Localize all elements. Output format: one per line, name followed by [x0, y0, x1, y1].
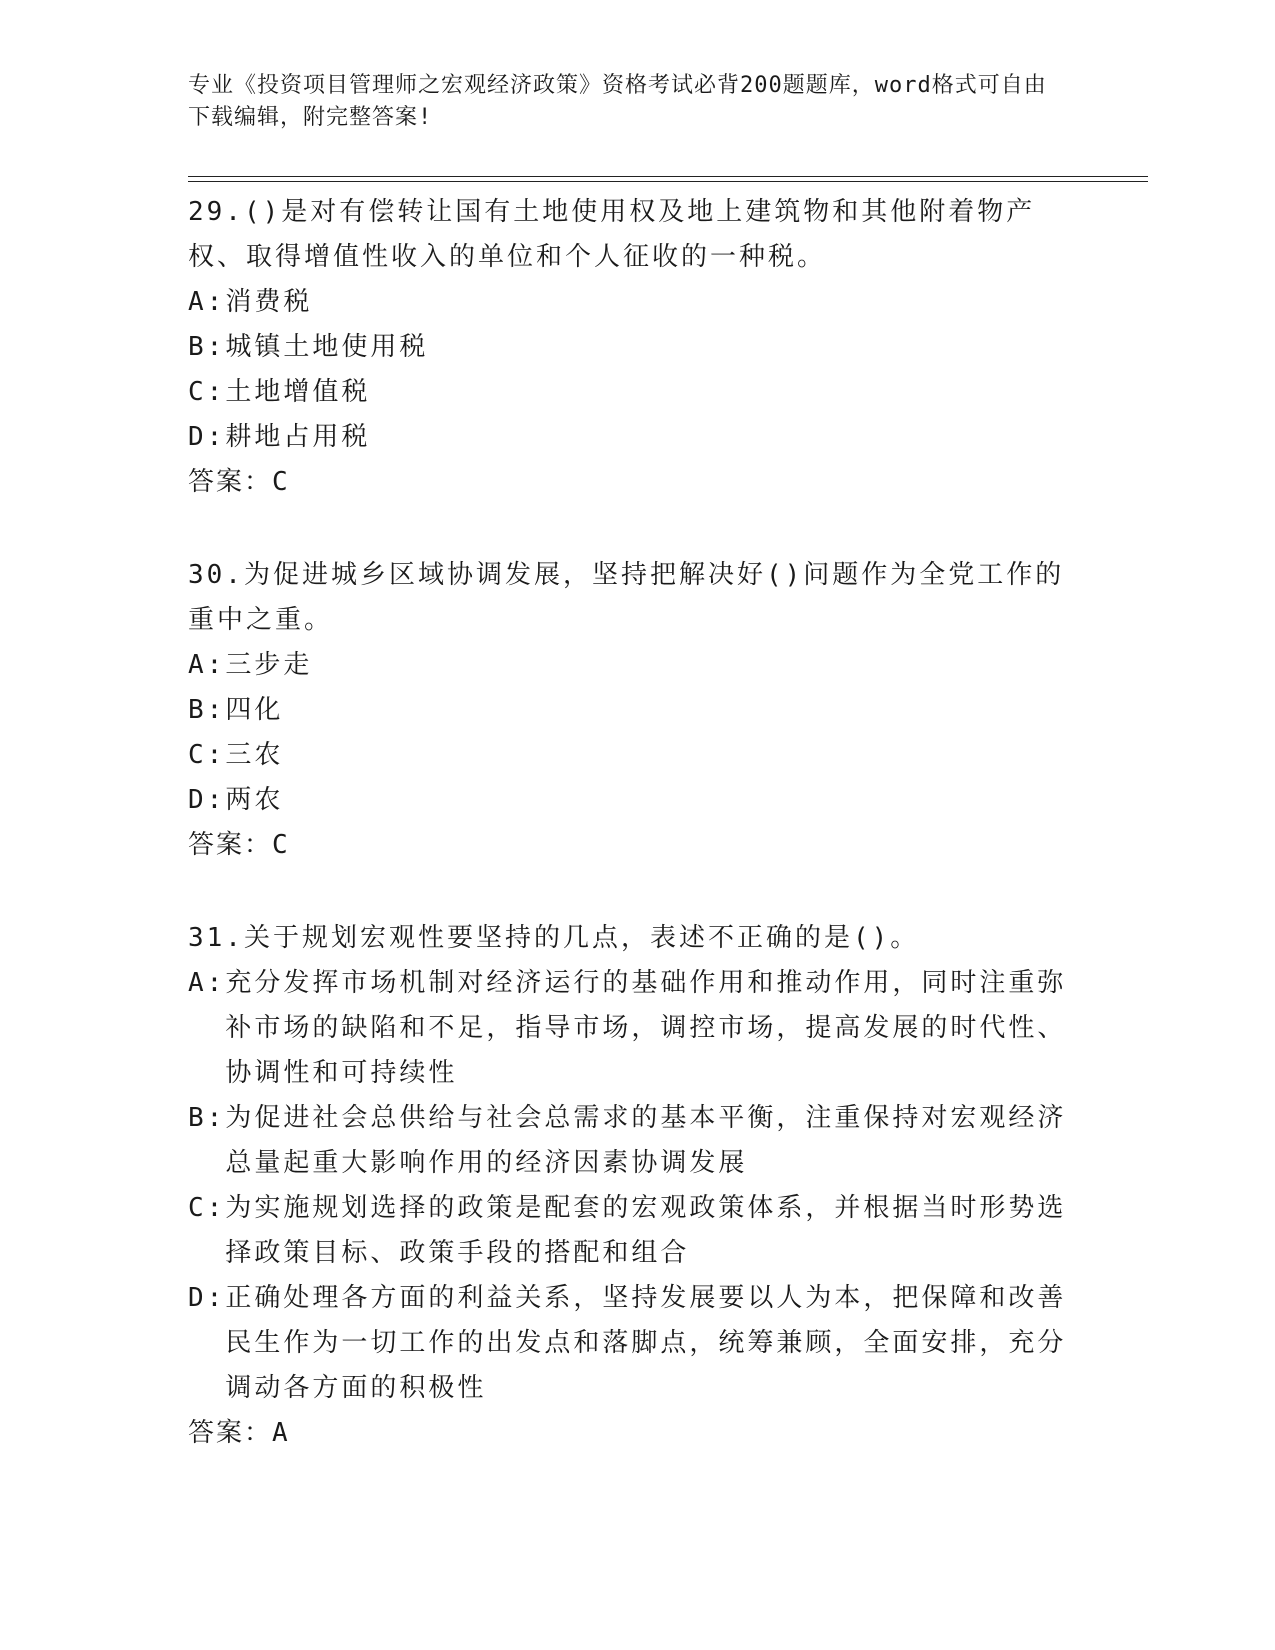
option-letter: B:	[188, 332, 226, 362]
question-31	[188, 916, 1068, 1456]
header-divider-bottom	[188, 181, 1148, 182]
document-header	[188, 70, 1068, 134]
answer-value: C	[272, 467, 290, 497]
option-letter: D:	[188, 422, 226, 452]
option-text: 为实施规划选择的政策是配套的宏观政策体系，并根据当时形势选择政策目标、政策手段的搭配和组合	[225, 1193, 1067, 1268]
option-a	[188, 280, 1068, 325]
option-letter: A:	[188, 968, 226, 998]
question-stem: 29.()是对有偿转让国有土地使用权及地上建筑物和其他附着物产权、取得增值性收入的单位和个人征收的一种税。	[188, 197, 1036, 272]
question-list	[188, 190, 1068, 1504]
option-text: 四化	[225, 695, 284, 725]
answer-line	[188, 460, 1068, 505]
answer-value: A	[272, 1418, 290, 1448]
option-text: 三农	[225, 740, 284, 770]
option-letter: A:	[188, 650, 226, 680]
answer-line	[188, 823, 1068, 868]
option-letter: C:	[188, 740, 226, 770]
option-b	[188, 1096, 1068, 1186]
option-b	[188, 688, 1068, 733]
option-letter: C:	[188, 377, 226, 407]
option-b	[188, 325, 1068, 370]
option-letter: B:	[188, 1103, 226, 1133]
option-d	[188, 1276, 1068, 1411]
option-letter: B:	[188, 695, 226, 725]
question-29	[188, 190, 1068, 505]
option-c	[188, 370, 1068, 415]
option-text: 正确处理各方面的利益关系，坚持发展要以人为本，把保障和改善民生作为一切工作的出发点和落脚点，统筹兼顾，全面安排，充分调动各方面的积极性	[225, 1283, 1067, 1403]
option-a	[188, 961, 1068, 1096]
option-c	[188, 1186, 1068, 1276]
option-letter: C:	[188, 1193, 226, 1223]
option-letter: D:	[188, 785, 226, 815]
option-text: 城镇土地使用税	[225, 332, 429, 362]
option-d	[188, 415, 1068, 460]
option-text: 为促进社会总供给与社会总需求的基本平衡，注重保持对宏观经济总量起重大影响作用的经济因素协调发展	[225, 1103, 1067, 1178]
answer-label: 答案：	[188, 467, 273, 497]
option-c	[188, 733, 1068, 778]
answer-label: 答案：	[188, 830, 273, 860]
answer-label: 答案：	[188, 1418, 273, 1448]
option-letter: D:	[188, 1283, 226, 1313]
option-text: 两农	[225, 785, 284, 815]
option-letter: A:	[188, 287, 226, 317]
header-divider-top	[188, 176, 1148, 177]
option-text: 土地增值税	[225, 377, 371, 407]
question-stem: 30.为促进城乡区域协调发展，坚持把解决好()问题作为全党工作的重中之重。	[188, 560, 1065, 635]
question-30	[188, 553, 1068, 868]
option-text: 三步走	[225, 650, 313, 680]
option-text: 充分发挥市场机制对经济运行的基础作用和推动作用，同时注重弥补市场的缺陷和不足，指导市场，调控市场，提高发展的时代性、协调性和可持续性	[225, 968, 1067, 1088]
option-text: 耕地占用税	[225, 422, 371, 452]
header-text: 专业《投资项目管理师之宏观经济政策》资格考试必背200题题库，word格式可自由下载编辑，附完整答案!	[188, 73, 1047, 130]
question-stem: 31.关于规划宏观性要坚持的几点，表述不正确的是()。	[188, 923, 920, 953]
answer-line	[188, 1411, 1068, 1456]
option-d	[188, 778, 1068, 823]
option-text: 消费税	[225, 287, 313, 317]
option-a	[188, 643, 1068, 688]
answer-value: C	[272, 830, 290, 860]
